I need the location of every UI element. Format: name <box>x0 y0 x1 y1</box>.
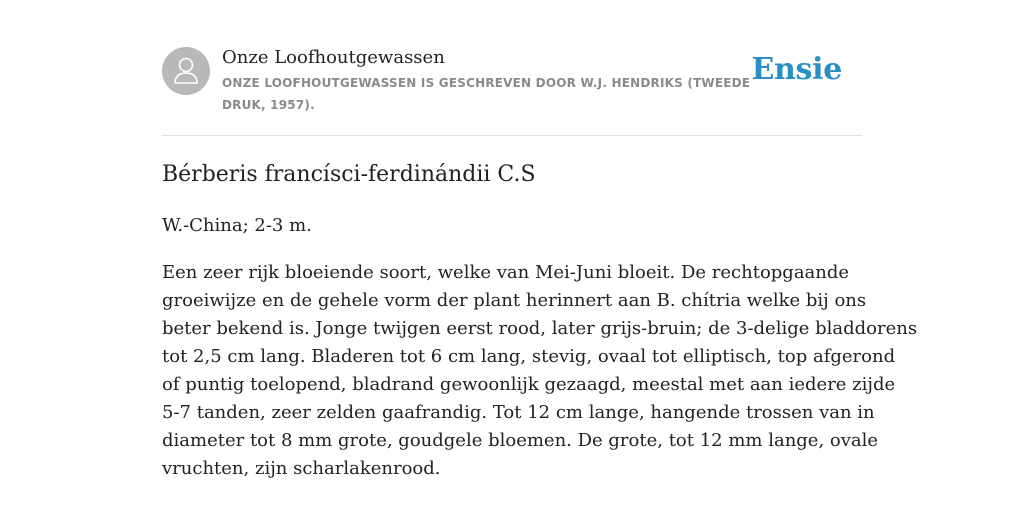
body-line: of puntig toelopend, bladrand gewoonlijk gezaagd, meestal met aan iedere zijde <box>162 374 896 395</box>
body-line: groeiwijze en de gehele vorm der plant herinnert aan B. chítria welke bij ons <box>162 290 867 311</box>
source-title[interactable]: Onze Loofhoutgewassen <box>222 47 445 68</box>
body-line: Een zeer rijk bloeiende soort, welke van Mei-Juni bloeit. De rechtopgaande <box>162 262 850 283</box>
entry-meta: W.-China; 2-3 m. <box>162 215 312 236</box>
source-description: ONZE LOOFHOUTGEWASSEN IS GESCHREVEN DOOR W.J. HENDRIKS (TWEEDE DRUK, 1957). <box>222 76 751 112</box>
body-line: diameter tot 8 mm grote, goudgele bloemen. De grote, tot 12 mm lange, ovale <box>162 430 879 451</box>
user-avatar-icon <box>162 47 210 95</box>
brand-logo[interactable]: Ensie <box>751 52 842 87</box>
body-line: vruchten, zijn scharlakenrood. <box>162 458 441 479</box>
body-line: beter bekend is. Jonge twijgen eerst rood, later grijs-bruin; de 3-delige bladdorens <box>162 318 918 339</box>
body-line: 5-7 tanden, zeer zelden gaafrandig. Tot 12 cm lange, hangende trossen van in <box>162 402 875 423</box>
entry-title: Bérberis francísci-ferdinándii C.S <box>162 162 536 187</box>
body-line: tot 2,5 cm lang. Bladeren tot 6 cm lang, stevig, ovaal tot elliptisch, top afgerond <box>162 346 896 367</box>
source-header <box>162 46 862 118</box>
divider <box>162 135 862 136</box>
entry-body <box>162 259 918 483</box>
